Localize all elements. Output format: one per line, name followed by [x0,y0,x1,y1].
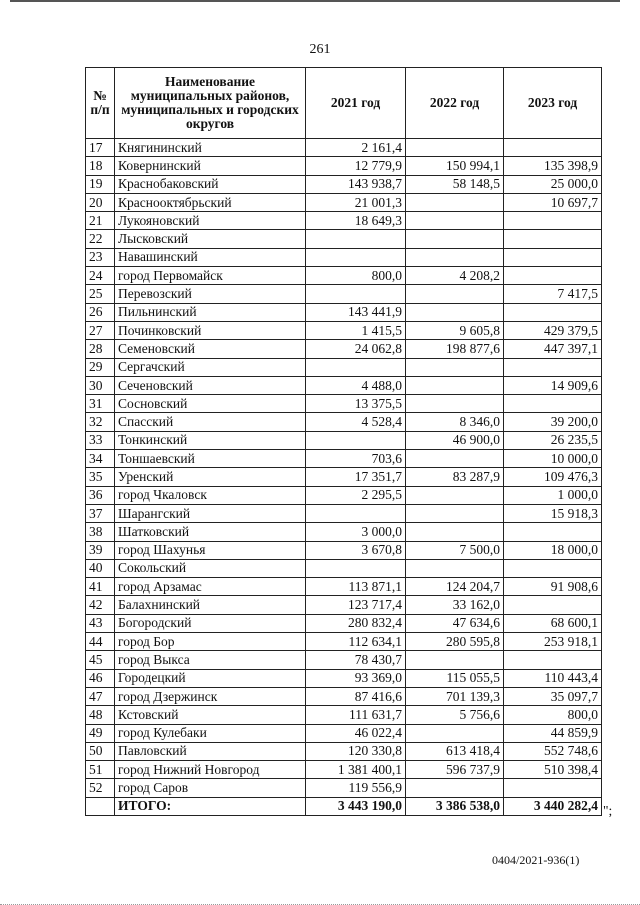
row-value-2023: 25 000,0 [504,175,602,193]
table-row [86,523,602,541]
row-value-2023: 91 908,6 [504,578,602,596]
table-row [86,303,602,321]
row-value-2023: 447 397,1 [504,340,602,358]
row-value-2022 [406,395,504,413]
row-number: 52 [86,779,115,797]
row-value-2021: 4 528,4 [306,413,406,431]
header-2023: 2023 год [504,68,602,139]
row-value-2022 [406,504,504,522]
row-value-2022: 33 162,0 [406,596,504,614]
row-name: Сокольский [115,559,306,577]
row-value-2022 [406,193,504,211]
row-number: 46 [86,669,115,687]
row-name: город Бор [115,633,306,651]
row-value-2023: 14 909,6 [504,376,602,394]
row-value-2023 [504,303,602,321]
table-row [86,651,602,669]
row-value-2022: 150 994,1 [406,157,504,175]
row-name: Ковернинский [115,157,306,175]
row-value-2021: 703,6 [306,450,406,468]
row-name: Сергачский [115,358,306,376]
table-row [86,633,602,651]
row-value-2021: 78 430,7 [306,651,406,669]
row-value-2023: 10 000,0 [504,450,602,468]
row-number: 48 [86,706,115,724]
header-name: Наименование муниципальных районов, муниципальных и городских округов [115,68,306,139]
row-value-2022 [406,376,504,394]
row-value-2023 [504,395,602,413]
row-value-2022 [406,285,504,303]
row-name: Навашинский [115,248,306,266]
table-row [86,559,602,577]
table-row [86,193,602,211]
table-row [86,761,602,779]
row-value-2021: 120 330,8 [306,742,406,760]
table-row [86,175,602,193]
row-value-2023: 39 200,0 [504,413,602,431]
row-value-2023: 429 379,5 [504,321,602,339]
table-row [86,139,602,157]
row-number: 37 [86,504,115,522]
row-name: Лысковский [115,230,306,248]
row-value-2021 [306,285,406,303]
row-value-2021: 143 938,7 [306,175,406,193]
row-value-2022: 701 139,3 [406,687,504,705]
row-name: Тоншаевский [115,450,306,468]
row-value-2023 [504,596,602,614]
table-row [86,614,602,632]
row-value-2022: 124 204,7 [406,578,504,596]
row-value-2021: 111 631,7 [306,706,406,724]
row-value-2023: 15 918,3 [504,504,602,522]
row-number: 38 [86,523,115,541]
table-row [86,376,602,394]
header-num: № п/п [86,68,115,139]
row-number: 50 [86,742,115,760]
row-value-2022 [406,651,504,669]
row-value-2022: 9 605,8 [406,321,504,339]
row-number: 26 [86,303,115,321]
row-value-2023: 18 000,0 [504,541,602,559]
row-name: город Кулебаки [115,724,306,742]
row-value-2023 [504,651,602,669]
table-row [86,706,602,724]
row-name: Тонкинский [115,431,306,449]
row-name: город Арзамас [115,578,306,596]
table-row [86,724,602,742]
row-name: Краснооктябрьский [115,193,306,211]
row-value-2022 [406,779,504,797]
row-number: 17 [86,139,115,157]
row-name: Павловский [115,742,306,760]
row-value-2021: 143 441,9 [306,303,406,321]
row-name: Балахнинский [115,596,306,614]
total-value-2023: 3 440 282,4 [504,797,602,815]
row-value-2022: 58 148,5 [406,175,504,193]
row-value-2022 [406,559,504,577]
row-value-2022 [406,230,504,248]
row-value-2022: 613 418,4 [406,742,504,760]
table-body [86,139,602,816]
table-row [86,596,602,614]
row-number: 35 [86,468,115,486]
table-row [86,504,602,522]
row-value-2021: 21 001,3 [306,193,406,211]
header-2022: 2022 год [406,68,504,139]
row-value-2021: 119 556,9 [306,779,406,797]
row-number: 25 [86,285,115,303]
row-number: 21 [86,212,115,230]
table-row [86,285,602,303]
row-value-2022: 83 287,9 [406,468,504,486]
row-value-2021: 280 832,4 [306,614,406,632]
row-value-2021: 46 022,4 [306,724,406,742]
row-number: 39 [86,541,115,559]
row-value-2022 [406,139,504,157]
row-number: 36 [86,486,115,504]
total-number [86,797,115,815]
row-value-2022 [406,212,504,230]
row-number: 31 [86,395,115,413]
row-value-2023: 44 859,9 [504,724,602,742]
row-name: город Шахунья [115,541,306,559]
row-number: 30 [86,376,115,394]
budget-table [85,67,602,816]
row-value-2023 [504,139,602,157]
table-row [86,742,602,760]
total-value-2022: 3 386 538,0 [406,797,504,815]
row-value-2021 [306,358,406,376]
row-value-2023: 1 000,0 [504,486,602,504]
row-value-2022: 46 900,0 [406,431,504,449]
row-value-2021 [306,504,406,522]
row-number: 33 [86,431,115,449]
row-number: 27 [86,321,115,339]
table-row [86,248,602,266]
row-value-2023 [504,523,602,541]
row-value-2021: 2 295,5 [306,486,406,504]
row-value-2023: 253 918,1 [504,633,602,651]
row-name: Богородский [115,614,306,632]
row-number: 41 [86,578,115,596]
row-value-2021: 93 369,0 [306,669,406,687]
row-value-2022: 8 346,0 [406,413,504,431]
row-name: Шатковский [115,523,306,541]
row-number: 24 [86,267,115,285]
row-name: Сосновский [115,395,306,413]
row-number: 45 [86,651,115,669]
row-value-2021: 17 351,7 [306,468,406,486]
row-name: Лукояновский [115,212,306,230]
row-value-2021: 1 415,5 [306,321,406,339]
row-number: 34 [86,450,115,468]
row-number: 29 [86,358,115,376]
row-value-2021: 24 062,8 [306,340,406,358]
row-value-2021 [306,431,406,449]
row-number: 32 [86,413,115,431]
table-row [86,669,602,687]
table-row [86,321,602,339]
row-value-2023: 135 398,9 [504,157,602,175]
row-value-2022: 198 877,6 [406,340,504,358]
row-value-2021: 13 375,5 [306,395,406,413]
row-value-2022: 596 737,9 [406,761,504,779]
row-value-2023: 110 443,4 [504,669,602,687]
row-value-2022 [406,523,504,541]
table-row [86,340,602,358]
row-number: 23 [86,248,115,266]
table-row [86,395,602,413]
row-value-2023 [504,230,602,248]
row-name: Шарангский [115,504,306,522]
row-value-2021: 12 779,9 [306,157,406,175]
closing-quote-mark: "; [603,803,613,818]
row-value-2021: 4 488,0 [306,376,406,394]
row-value-2023: 10 697,7 [504,193,602,211]
row-number: 49 [86,724,115,742]
row-value-2023 [504,212,602,230]
row-value-2022: 5 756,6 [406,706,504,724]
scan-top-border [10,0,620,2]
page-number: 261 [309,42,331,57]
row-name: Городецкий [115,669,306,687]
row-number: 43 [86,614,115,632]
row-value-2021: 123 717,4 [306,596,406,614]
row-value-2022: 115 055,5 [406,669,504,687]
row-name: Починковский [115,321,306,339]
row-value-2021: 18 649,3 [306,212,406,230]
row-name: город Чкаловск [115,486,306,504]
total-name: ИТОГО: [115,797,306,815]
row-value-2023 [504,358,602,376]
table-row [86,431,602,449]
row-value-2023 [504,559,602,577]
row-value-2021: 112 634,1 [306,633,406,651]
row-number: 44 [86,633,115,651]
document-code: 0404/2021-936(1) [492,853,580,867]
row-value-2023: 800,0 [504,706,602,724]
row-number: 19 [86,175,115,193]
row-value-2023: 68 600,1 [504,614,602,632]
table-row [86,267,602,285]
row-value-2023: 510 398,4 [504,761,602,779]
row-name: город Саров [115,779,306,797]
table-row [86,413,602,431]
row-value-2021: 2 161,4 [306,139,406,157]
row-value-2022 [406,486,504,504]
row-value-2022 [406,303,504,321]
header-2021: 2021 год [306,68,406,139]
table-row [86,157,602,175]
row-value-2021: 1 381 400,1 [306,761,406,779]
row-number: 20 [86,193,115,211]
table-row [86,230,602,248]
table-row [86,779,602,797]
table-row [86,578,602,596]
table-row [86,358,602,376]
table-row [86,450,602,468]
row-name: Спасский [115,413,306,431]
table-row [86,468,602,486]
table-header-row [86,68,602,139]
row-name: Семеновский [115,340,306,358]
row-value-2022 [406,358,504,376]
table-total-row [86,797,602,815]
row-name: город Первомайск [115,267,306,285]
row-name: город Дзержинск [115,687,306,705]
row-name: город Выкса [115,651,306,669]
row-name: Уренский [115,468,306,486]
row-value-2021 [306,248,406,266]
row-value-2022 [406,248,504,266]
row-value-2021: 3 670,8 [306,541,406,559]
table-row [86,212,602,230]
row-value-2021: 800,0 [306,267,406,285]
row-value-2022: 47 634,6 [406,614,504,632]
row-value-2023 [504,248,602,266]
row-name: Кстовский [115,706,306,724]
row-name: Княгининский [115,139,306,157]
row-value-2022 [406,724,504,742]
row-number: 47 [86,687,115,705]
row-name: Сеченовский [115,376,306,394]
row-number: 18 [86,157,115,175]
row-value-2022: 7 500,0 [406,541,504,559]
row-value-2023: 26 235,5 [504,431,602,449]
row-value-2023: 35 097,7 [504,687,602,705]
row-number: 51 [86,761,115,779]
row-value-2021 [306,559,406,577]
row-number: 28 [86,340,115,358]
row-number: 40 [86,559,115,577]
row-value-2021: 3 000,0 [306,523,406,541]
row-value-2023 [504,779,602,797]
row-name: город Нижний Новгород [115,761,306,779]
row-value-2023 [504,267,602,285]
row-name: Краснобаковский [115,175,306,193]
row-value-2021: 113 871,1 [306,578,406,596]
row-value-2022 [406,450,504,468]
row-value-2022: 4 208,2 [406,267,504,285]
row-number: 42 [86,596,115,614]
row-value-2021 [306,230,406,248]
row-name: Перевозский [115,285,306,303]
row-value-2023: 109 476,3 [504,468,602,486]
row-value-2021: 87 416,6 [306,687,406,705]
table-row [86,486,602,504]
row-value-2023: 7 417,5 [504,285,602,303]
table-row [86,687,602,705]
table-row [86,541,602,559]
total-value-2021: 3 443 190,0 [306,797,406,815]
row-number: 22 [86,230,115,248]
row-value-2022: 280 595,8 [406,633,504,651]
row-name: Пильнинский [115,303,306,321]
row-value-2023: 552 748,6 [504,742,602,760]
